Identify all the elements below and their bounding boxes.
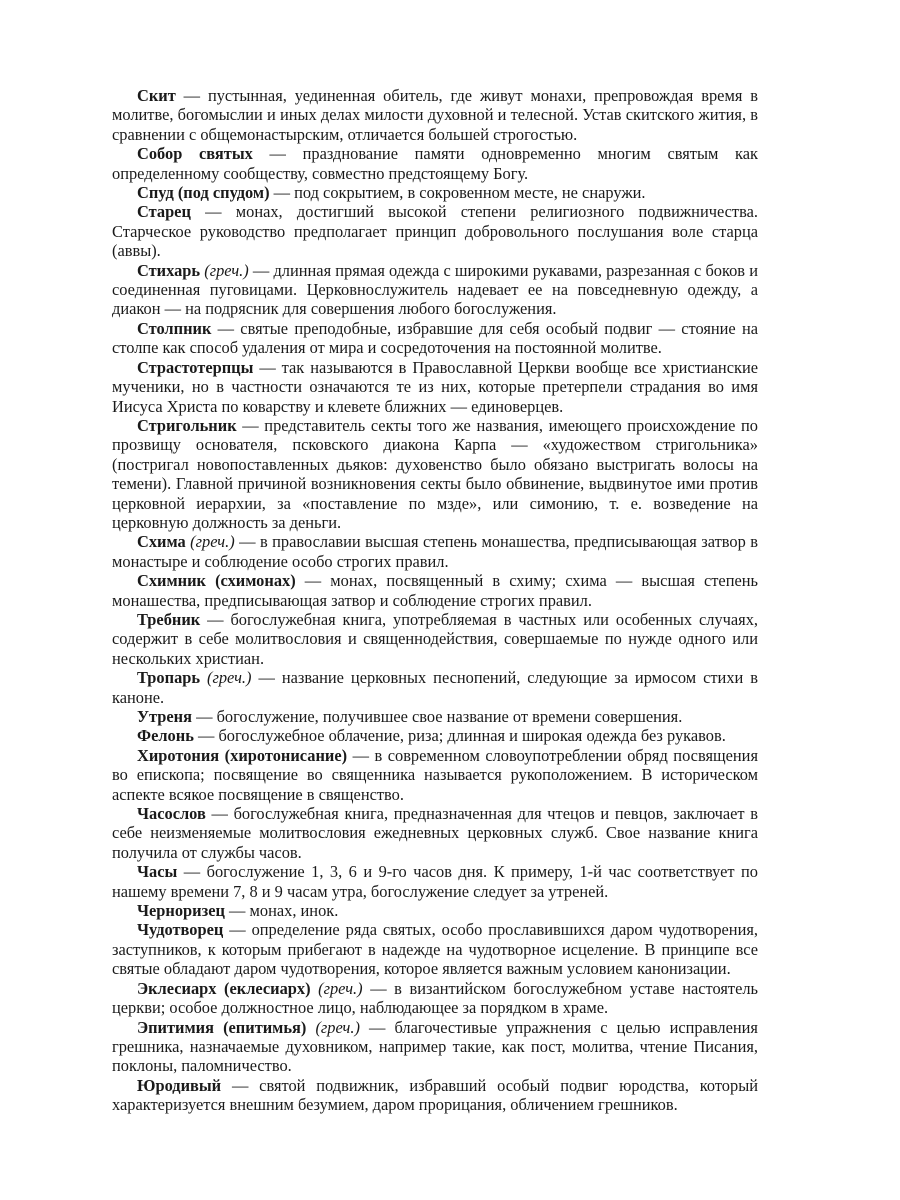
glossary-page (112, 86, 758, 1115)
definition: — в православии высшая степень монашества, предписывающая затвор в монастыре и соблюдение особо строгих правил. (112, 532, 758, 571)
definition: — длинная прямая одежда с широкими рукавами, разрезанная с боков и соединенная пуговицами. Церковнослужитель надевает ее на повседневную одежду, а диакон — на подрясник для совершения любого богослужения. (112, 260, 758, 319)
term: Старец (137, 202, 191, 222)
definition: — богослужебное облачение, риза; длинная и широкая одежда без рукавов. (193, 726, 726, 746)
term-note: (греч.) (306, 1017, 360, 1037)
glossary-entry-tropar (112, 668, 758, 707)
term: Чудотворец (137, 920, 224, 940)
glossary-entry-chasy (112, 862, 758, 901)
term: Схимник (схимонах) (137, 571, 296, 591)
definition: — под сокрытием, в сокровенном месте, не снаружи. (269, 183, 646, 203)
term: Спуд (под спудом) (137, 183, 270, 203)
definition: — богослужение 1, 3, 6 и 9-го часов дня. К примеру, 1-й час соответствует по нашему времени 7, 8 и 9 часам утра, богослужение следует за утреней. (112, 862, 758, 901)
term-note: (греч.) (200, 260, 249, 280)
term: Эпитимия (епитимья) (137, 1017, 307, 1037)
glossary-entry-strigolnik (112, 416, 758, 532)
term: Хиротония (хиротонисание) (137, 745, 348, 765)
term: Требник (137, 609, 201, 629)
glossary-entry-skhimnik (112, 571, 758, 610)
glossary-entry-sobor-svyatykh (112, 144, 758, 183)
glossary-entry-chudotvorets (112, 920, 758, 978)
term: Тропарь (137, 668, 201, 688)
glossary-entry-felon (112, 726, 758, 745)
term: Часослов (137, 804, 206, 824)
glossary-entry-strastoterptsy (112, 358, 758, 416)
term-note: (греч.) (200, 668, 252, 688)
glossary-entry-starets (112, 202, 758, 260)
term: Фелонь (137, 726, 194, 746)
term: Столпник (137, 318, 212, 338)
term: Собор святых (137, 144, 253, 164)
definition: — благочестивые упражнения с целью исправления грешника, назначаемые духовником, например такие, как пост, молитва, чтение Писания, поклоны, паломничество. (112, 1017, 758, 1076)
definition: — пустынная, уединенная обитель, где живут монахи, препровождая время в молитве, богомыслии и иных делах милости духовной и телесной. Устав скитского жития, в сравнении с общемонастырским, отличается большей строгостью. (112, 86, 758, 144)
definition: — монах, инок. (224, 901, 339, 921)
definition: — в византийском богослужебном уставе настоятель церкви; особое должностное лицо, наблюдающее за порядком в храме. (112, 978, 758, 1018)
glossary-entry-yurodivy (112, 1076, 758, 1115)
term: Черноризец (137, 901, 225, 921)
term: Стихарь (137, 260, 201, 280)
definition: — в современном словоупотреблении обряд посвящения во епископа; посвящение во священника называется рукоположением. В историческом аспекте всякое посвящение в священство. (112, 745, 758, 804)
term: Часы (137, 862, 178, 882)
definition: — представитель секты того же названия, имеющего происхождение по прозвищу основателя, псковского диакона Карпа — «художеством стригольника» (постригал новопоставленных дьяков: духовенство было обязано выстригать волосы на темени). Главной причиной возникновения секты было обвинение, выдвинутое ими против церковной иерархии, за «поставление по мзде», или симонию, т. е. возведение на церковную должность за деньги. (112, 415, 758, 532)
term-note: (греч.) (185, 532, 235, 552)
glossary-entry-eklesiarkh (112, 979, 758, 1018)
term: Утреня (137, 707, 192, 726)
definition: — монах, достигший высокой степени религиозного подвижничества. Старческое руководство предполагает принцип добровольного послушания воле старца (аввы). (112, 202, 758, 261)
term: Стригольник (137, 415, 237, 435)
glossary-entry-epitimiya (112, 1018, 758, 1076)
glossary-entry-skhima (112, 532, 758, 571)
definition: — святые преподобные, избравшие для себя особый подвиг — стояние на столпе как способ удаления от мира и сосредоточения на постоянной молитве. (112, 318, 758, 358)
definition: — так называются в Православной Церкви вообще все христианские мученики, но в частности означаются те из них, которые претерпели страдания во имя Иисуса Христа по коварству и клевете ближних — единоверцев. (112, 357, 758, 416)
definition: — богослужебная книга, предназначенная для чтецов и певцов, заключает в себе неизменяемые молитвословия ежедневных церковных служб. Свое название книга получила от службы часов. (112, 804, 758, 862)
glossary-entry-khirotoniya (112, 746, 758, 804)
glossary-entry-chasoslov (112, 804, 758, 862)
definition: — богослужение, получившее свое название от времени совершения. (191, 707, 683, 726)
glossary-entry-stolpnik (112, 319, 758, 358)
glossary-entry-chernorizets (112, 901, 758, 920)
definition: — определение ряда святых, особо прославившихся даром чудотворения, заступников, к которым прибегают в надежде на чудотворное исцеление. В принципе все святые обладают даром чудотворения, которое является важным условием канонизации. (112, 920, 758, 979)
term: Скит (137, 86, 176, 105)
glossary-entry-skit (112, 86, 758, 144)
glossary-entry-utrenya (112, 707, 758, 726)
definition: — монах, посвященный в схиму; схима — высшая степень монашества, предписывающая затвор и соблюдение строгих правил. (112, 571, 759, 610)
definition: — название церковных песнопений, следующие за ирмосом стихи в каноне. (112, 668, 758, 707)
term-note: (греч.) (310, 978, 363, 998)
term: Эклесиарх (еклесиарх) (137, 978, 311, 998)
definition: — богослужебная книга, употребляемая в частных или особенных случаях, содержит в себе молитвословия и священнодействия, совершаемые по нужде одного или нескольких христиан. (112, 609, 758, 668)
glossary-entry-spud (112, 183, 758, 202)
term: Юродивый (137, 1075, 222, 1095)
definition: — святой подвижник, избравший особый подвиг юродства, который характеризуется внешним безумием, даром прорицания, обличением грешников. (112, 1075, 758, 1115)
glossary-entry-stikhar (112, 261, 758, 319)
term: Схима (137, 532, 186, 552)
term: Страстотерпцы (137, 357, 254, 377)
definition: — празднование памяти одновременно многим святым как определенному сообществу, совместно предстоящему Богу. (112, 144, 758, 183)
glossary-entry-trebnik (112, 610, 758, 668)
